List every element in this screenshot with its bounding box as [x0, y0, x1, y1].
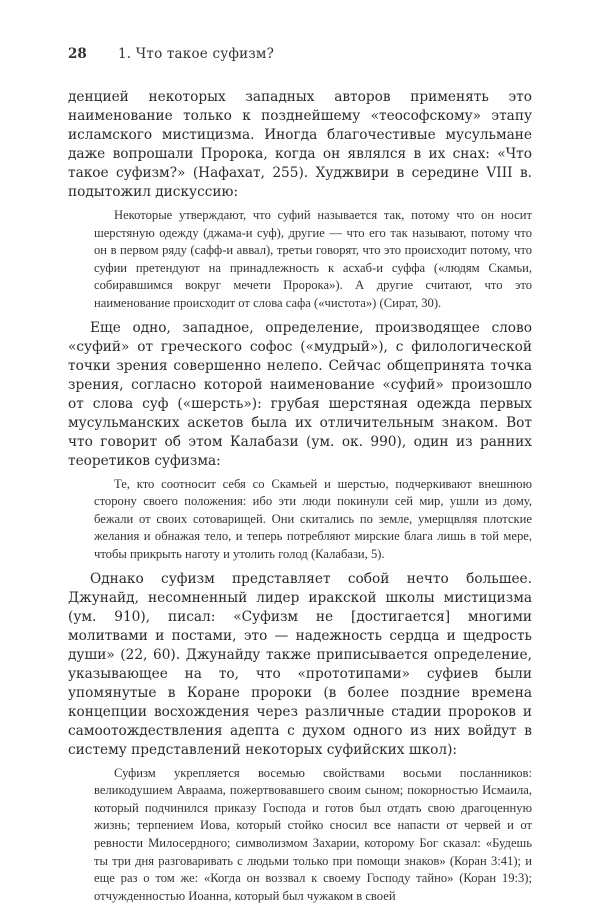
- paragraph-continued: денцией некоторых западных авторов применять это наименование только к позднейшему «теософскому» этапу исламского мистицизма. Иногда благочестивые мусульмане даже вопрошали Пророка, когда он являлся в их снах: «Что такое суфизм?» (Нафахат, 255). Худжвири в середине VIII в. подытожил дискуссию:: [68, 89, 532, 200]
- quote-text: Суфизм укрепляется восемью свойствами восьми посланников: великодушием Авраама, пожертвовавшего своим сыном; покорностью Исмаила, который подчинился приказу Господа и готов был отдать свою драгоценную жизнь; терпением Иова, который стойко сносил все напасти от червей и от ревности Милосердного; символизмом Захарии, которому Бог сказал: «Будешь ты три дня разговаривать с людьми только при помощи знаков» (Коран 3:41); и еще раз о том же: «Когда он воззвал к своему Господу тайно» (Коран 19:3); отчужденностью Иоанна, который был чужаком в своей: [94, 765, 532, 903]
- page-header: [68, 46, 532, 62]
- running-title: 1. Что такое суфизм?: [118, 46, 275, 62]
- page-body: [68, 88, 532, 911]
- quote-text: Те, кто соотносит себя со Скамьей и шерстью, подчеркивают внешнюю сторону своего положения: ибо эти люди покинули сей мир, ушли из дому, бежали от своих сотоварищей. Они скитались по земле, умерщвляя плотские желания и обнажая тело, и теперь потребляют мирские блага лишь в той мере, чтобы прикрыть наготу и утолить голод (Калабази, 5).: [94, 476, 532, 561]
- paragraph-junayd: Однако суфизм представляет собой нечто большее. Джунайд, несомненный лидер иракской школы мистицизма (ум. 910), писал: «Суфизм не [достигается] многими молитвами и постами, это — надежность сердца и щедрость души» (22, 60). Джунайду также приписывается определение, указывающее на то, что «прототипами» суфиев были упомянутые в Коране пророки (в более поздние времена концепции восхождения через различные стадии пророков и самоотождествления адепта с духом одного из них войдут в систему представлений некоторых суфийских школ):: [68, 570, 532, 758]
- quote-text: Некоторые утверждают, что суфий называется так, потому что он носит шерстяную одежду (джама-и суф), другие — что его так называют, потому что он в первом ряду (сафф-и аввал), третьи говорят, что это происходит потому, что суфии претендуют на принадлежность к асхаб-и суффа («людям Скамьи, собиравшимся вокруг мечети Пророка»). А другие считают, что это наименование происходит от слова сафа («чистота») (Сират, 30).: [94, 208, 532, 310]
- quote-eight-prophets: [94, 765, 532, 906]
- page-number: 28: [68, 46, 87, 62]
- quote-hujwiri: [94, 207, 532, 313]
- paragraph-etymology: Еще одно, западное, определение, производящее слово «суфий» от греческого софос («мудрый»), с филологической точки зрения совершенно нелепо. Сейчас общепринята точка зрения, согласно которой наименование «суфий» произошло от слова суф («шерсть»): грубая шерстяная одежда первых мусульманских аскетов была их отличительным знаком. Вот что говорит об этом Калабази (ум. ок. 990), один из ранних теоретиков суфизма:: [68, 319, 532, 469]
- quote-kalabadhi: [94, 476, 532, 564]
